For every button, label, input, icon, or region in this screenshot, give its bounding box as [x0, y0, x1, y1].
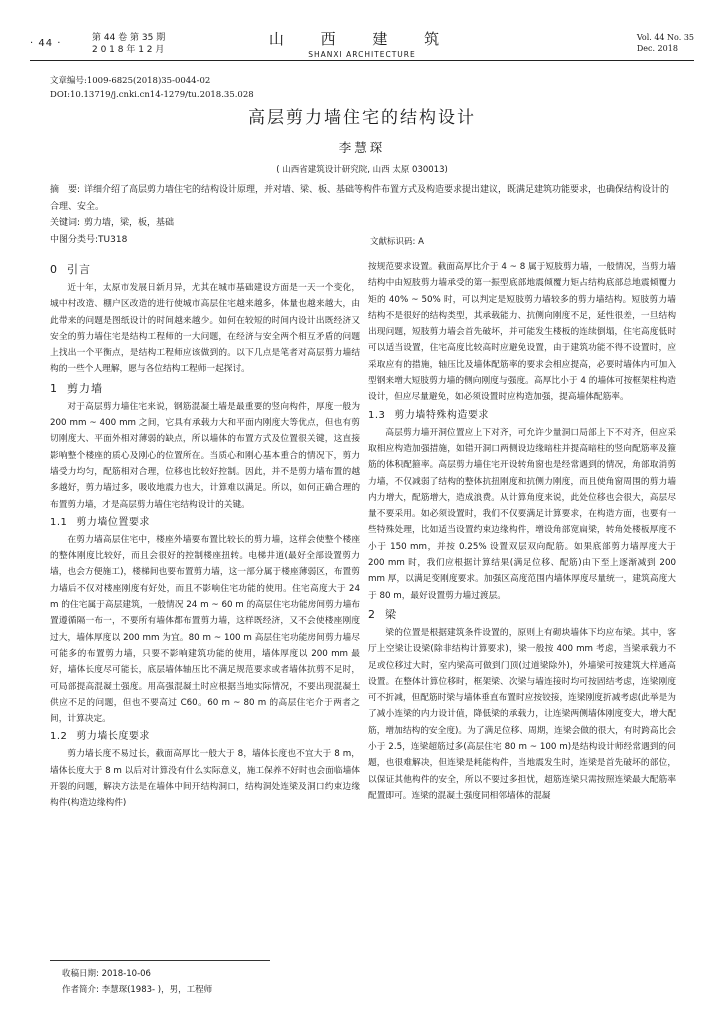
body-paragraph: 按规范要求设置。截面高厚比介于 4 ~ 8 属于短肢剪力墙，一般情况，当剪力墙结构中由短肢剪力墙承受的第一振型底部地震倾覆力矩占结构底部总地震倾覆力矩的 40% ~ 50% 时，可以判定是短肢剪力墙较多的剪力墙结构。短肢剪力墙结构不是很好的结构类型，其承载能力、抗侧向刚度不足，延性很差，一旦结构出现问题，短肢剪力墙会首先破坏，并可能发生楼板的连续倒塌，住宅高度低时可以适当设置，住宅高度比较高时应避免设置，由于建筑功能不得不设置时，应采取应有的措施，轴压比及墙体配筋率的要求会相应提高，必要时墙体内可加入型钢来增大短肢剪力墙的侧向刚度与强度。高厚比小于 4 的墙体可按框架柱构造设计，但应尽量避免，如必须设置时应构造加强，提高墙体配筋率。 [368, 262, 676, 403]
running-header [30, 26, 694, 58]
keywords [50, 215, 676, 232]
section-heading [368, 606, 676, 624]
section-heading [50, 261, 360, 279]
journal-name-cn: 山 西 建 筑 [268, 30, 456, 48]
section-heading [50, 514, 360, 531]
clc-value: TU318 [98, 234, 128, 245]
body-paragraph: 剪力墙长度不易过长，截面高厚比一般大于 8，墙体长度也不宜大于 8 m，墙体长度大于 8 m 以后对计算没有什么实际意义，施工保养不好时也会面临墙体开裂的问题，解决方法是在墙体中间开结构洞口，结构洞处连梁及洞口约束边缘构件(构造边缘构件) [50, 749, 360, 809]
body-paragraph: 梁的位置是根据建筑条件设置的，原则上有砌块墙体下均应布梁。其中，客厅上空梁让设梁(除非结构计算要求)，梁一般按 400 mm 考虑，当梁承载力不足或位移过大时，室内梁高可做到门顶(过道梁除外)，外墙梁可按建筑大样通高设置。在整体计算位移时，框架梁、次梁与墙连接时均可按固结考虑，连梁刚度可不折减，但配筋时梁与墙体垂直布置时应按铰接，连梁刚度折减考虑(此举是为了减小连梁的内力设计值，降低梁的承载力，让连梁两侧墙体刚度变大，增大配筋，增加结构的安全度)。为了满足位移、周期，连梁会做的很大，有时跨高比会小于 2.5，连梁超筋过多(高层住宅 80 m ~ 100 m)是结构设计师经常遇到的问题，也很难解决，但连梁是耗能构件，当地震发生时，连梁是首先破坏的部位，以保证其他构件的安全，所以不要过多担忧，超筋连梁只需按照连梁最大配筋率配置即可。连梁的混凝土强度同相邻墙体的混凝 [368, 627, 676, 801]
date-en: Dec. 2018 [636, 44, 678, 53]
section-number: 1.1 [50, 516, 68, 528]
journal-name [30, 28, 694, 59]
section-heading [50, 728, 360, 745]
doi: DOI:10.13719/j.cnki.cn14-1279/tu.2018.35.028 [50, 90, 254, 100]
body-column-left [50, 259, 360, 812]
article-number: 文章编号:1009-6825(2018)35-0044-02 [50, 76, 211, 86]
date-cn: 2 0 1 8 年 1 2 月 [92, 45, 165, 55]
volume-en: Vol. 44 No. 35 [636, 33, 694, 42]
clc-number [50, 232, 676, 249]
journal-name-en: SHANXI ARCHITECTURE [308, 50, 416, 59]
abstract-text: 详细介绍了高层剪力墙住宅的结构设计原理，并对墙、梁、板、基础等构件布置方式及构造要求提出建议，既满足建筑功能要求，也确保结构设计的合理、安全。 [50, 185, 670, 212]
abstract [50, 182, 676, 215]
keywords-label: 关键词: [50, 218, 81, 228]
abstract-block [50, 182, 676, 248]
section-title: 引言 [67, 263, 91, 276]
body-paragraph: 对于高层剪力墙住宅来说，钢筋混凝土墙是最重要的竖向构件，厚度一般为 200 mm ~ 400 mm 之间，它具有承载力大和平面内刚度大等优点，但也有剪切刚度大、平面外相对薄弱的缺点，所以墙体的布置方式及位置很关键，这直接影响整个楼座的质心及刚心的位置所在。当质心和刚心基本重合的情况下，剪力墙受力均匀，配筋相对合理，位移也比较好控制。因此，并不是剪力墙布置的越多越好，剪力墙过多，吸收地震力也大，计算难以满足。所以，如何正确合理的布置剪力墙，才是高层剪力墙住宅结构设计的关键。 [50, 401, 360, 510]
section-number: 1 [50, 381, 58, 395]
section-title: 剪力墙 [67, 381, 103, 395]
body-paragraph: 高层剪力墙开洞位置应上下对齐，可允许少量洞口局部上下不对齐，但应采取相应构造加强措施，如错开洞口两侧设边缘暗柱并提高暗柱的竖向配筋率及箍筋的体积配箍率。高层剪力墙住宅开设转角窗也是经常遇到的情况，角部取消剪力墙，不仅减弱了结构的整体抗扭刚度和抗侧力刚度，而且使角窗周围的剪力墙内力增大，配筋增大，造成浪费。从计算角度来说，此处位移也会很大，高层尽量不要采用。如必须设置时，我们不仅要满足计算要求，在构造方面，也要有一些特殊处理，比如适当设置约束边缘构件，增设角部宽扁梁，转角处楼板厚度不小于 150 mm，并按 0.25% 设置双层双向配筋。如果底部剪力墙厚度大于 200 mm 时，我们应根据计算结果(满足位移、配筋)由下至上逐渐减到 200 mm 厚，以满足变刚度要求。加强区高度范围内墙体厚度尽量统一，建筑高度大于 80 m，最好设置剪力墙过渡层。 [368, 427, 676, 601]
section-heading [368, 407, 676, 424]
section-title: 剪力墙特殊构造要求 [394, 409, 489, 421]
keywords-text: 剪力墙，梁，板，基础 [84, 218, 175, 228]
section-title: 剪力墙长度要求 [76, 731, 150, 743]
body-paragraph: 近十年，太原市发展日新月异，尤其在城市基础建设方面是一天一个变化，城中村改造、棚户区改造的进行使城市高层住宅越来越多，体量也越来越大，由此带来的问题是图纸设计的时间越来越少。如何在较短的时间内设计出既经济又安全的剪力墙住宅是结构工程师的一大问题，在经济与安全两个相互矛盾的问题上找出一个平衡点，是结构工程师应该做到的。以下几点是笔者对高层剪力墙结构的一些个人理解，愿与各位结构工程师一起探讨。 [50, 283, 360, 375]
page-number: · 44 · [30, 38, 62, 49]
section-number: 1.3 [368, 409, 386, 421]
footnote-rule [50, 960, 270, 961]
abstract-label: 摘 要: [50, 185, 81, 195]
section-title: 梁 [385, 607, 397, 621]
header-rule [30, 60, 694, 61]
section-number: 1.2 [50, 731, 68, 743]
body-paragraph: 在剪力墙高层住宅中，楼座外墙要布置比较长的剪力墙，这样会使整个楼座的整体刚度比较好，而且会很好的控制楼座扭转。电梯井道(最好全部设置剪力墙，也会方便施工)，楼梯间也要布置剪力墙，这一部分属于楼座薄弱区，布置剪力墙后不仅对楼座刚度有好处，而且不影响住宅功能的使用。住宅高度大于 24 m 的住宅属于高层建筑，一般情况 24 m ~ 60 m 的高层住宅功能房间剪力墙布置遵循隔一布一，不要所有墙体都布置剪力墙，这样既经济，又不会使楼座刚度过大，墙体厚度以 200 mm 为宜。80 m ~ 100 m 高层住宅功能房间剪力墙尽可能多的布置剪力墙，只要不影响建筑功能的使用，墙体厚度以 200 mm 最好，墙体长度尽可能长，底层墙体轴压比不满足规范要求或者墙体抗剪不足时，可局部提高混凝土强度。用高强混凝土时应根据当地实际情况，不要出现混凝土供应不足的问题，但也不要高过 C60。60 m ~ 80 m 的高层住宅介于两者之间，计算决定。 [50, 534, 360, 725]
article-title: 高层剪力墙住宅的结构设计 [248, 108, 476, 128]
article-author: 李慧琛 [338, 140, 386, 155]
received-date: 收稿日期: 2018-10-06 [62, 969, 151, 979]
clc-label: 中图分类号: [50, 234, 99, 245]
document-code: 文献标识码: A [370, 237, 424, 247]
section-number: 2 [368, 607, 376, 621]
section-heading [50, 380, 360, 398]
footnote [62, 966, 212, 998]
volume-cn: 第 44 卷 第 35 期 [92, 33, 166, 43]
author-bio: 作者简介: 李慧琛(1983- )，男，工程师 [62, 985, 213, 995]
article-meta [50, 74, 254, 102]
section-title: 剪力墙位置要求 [76, 516, 150, 528]
section-number: 0 [50, 263, 58, 276]
author-affiliation: ( 山西省建筑设计研究院, 山西 太原 030013) [276, 165, 448, 175]
issue-info-en [637, 32, 694, 54]
body-column-right [368, 259, 676, 804]
